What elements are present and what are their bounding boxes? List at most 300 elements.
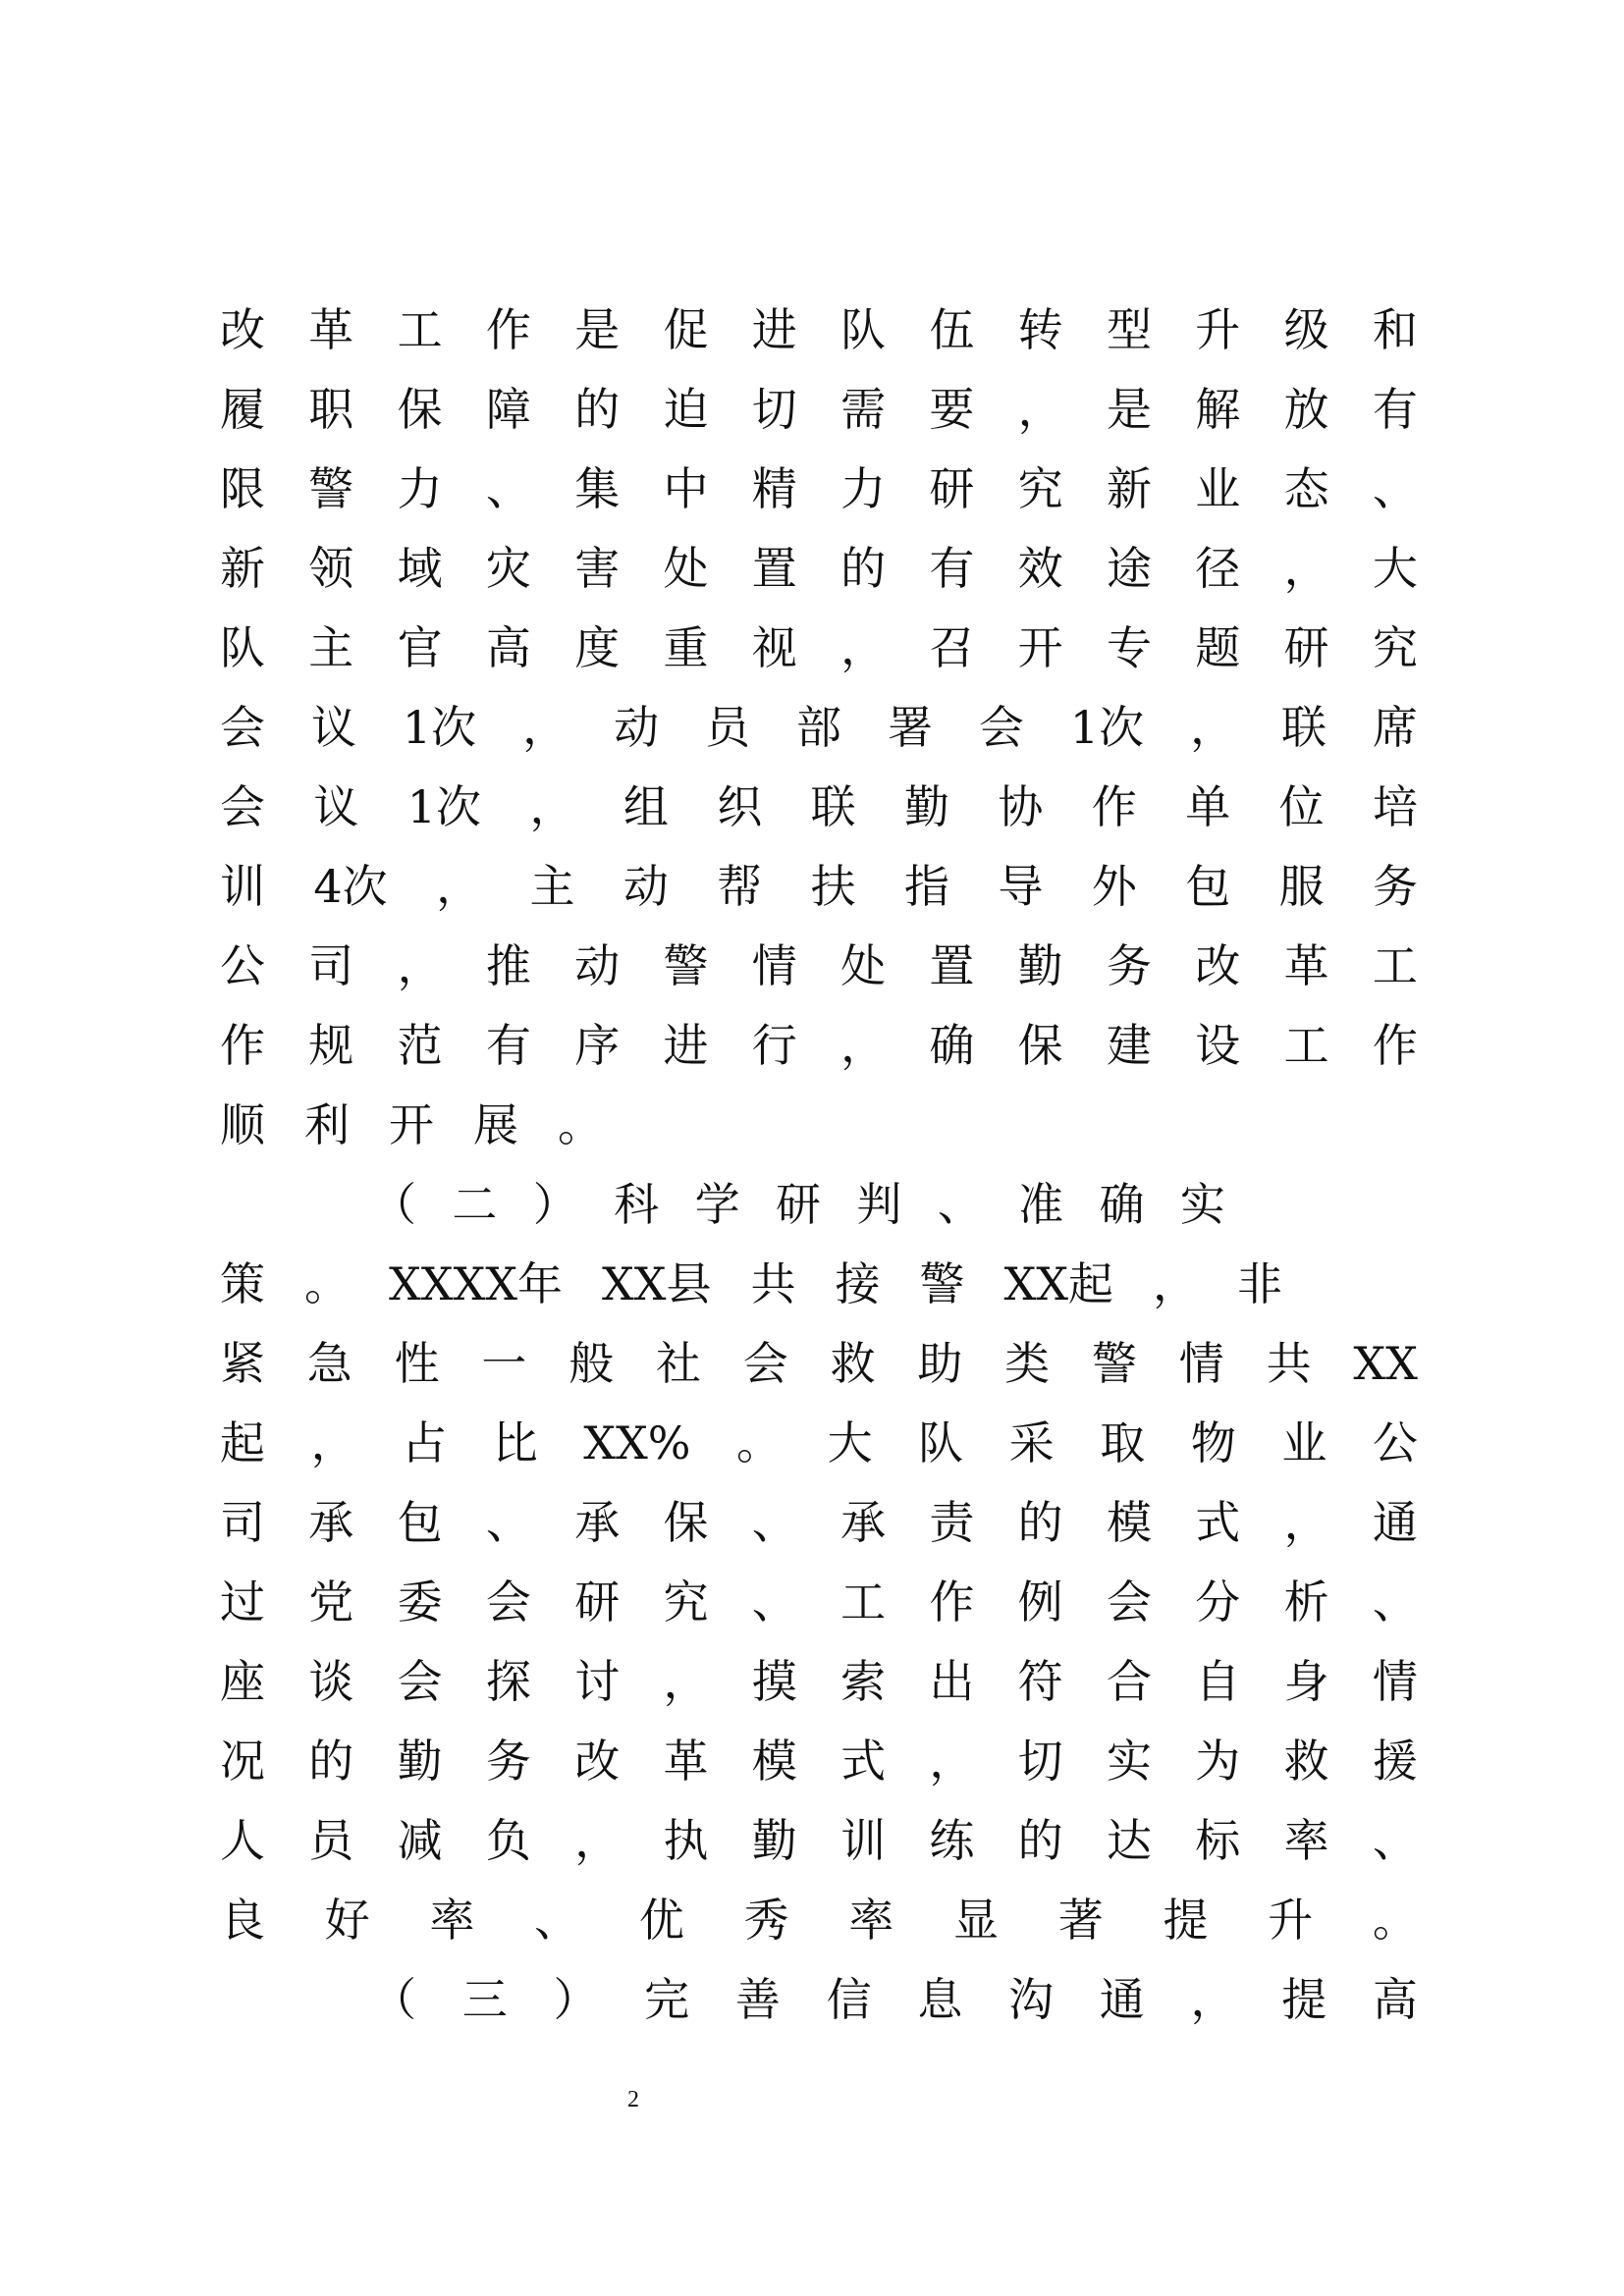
text-token: 取 [1100,1416,1146,1469]
text-token: 新 [220,542,265,595]
text-token: （ [371,1178,416,1231]
text-token: 率 [848,1894,894,1947]
text-token: ） [532,1178,578,1231]
text-token: 员 [308,1814,354,1867]
text-token: ， [1283,1496,1329,1549]
text-token: 效 [1017,542,1063,595]
text-token: 动 [574,939,621,992]
text-token: 顺 [220,1098,265,1151]
text-token: 援 [1372,1735,1418,1788]
text-token: 要 [929,383,975,436]
text-token: 讨 [574,1655,621,1708]
text-token: 员 [705,701,751,754]
text-token: 有 [1372,383,1418,436]
text-token: 大 [1372,542,1418,595]
text-token: 径 [1195,542,1241,595]
text-token: 途 [1106,542,1152,595]
text-token: 判 [856,1178,902,1231]
text-token: 标 [1195,1814,1241,1867]
text-token: 视 [751,621,797,674]
text-token: 起 [220,1416,265,1469]
text-token: 警 [1091,1337,1137,1390]
text-token: 开 [1017,621,1063,674]
text-token: 式 [1195,1496,1241,1549]
text-token: 务 [1106,939,1152,992]
text-token: 究 [1017,462,1063,515]
section-heading-line [220,1165,1225,1245]
text-token: 作 [1091,780,1137,833]
text-token: 序 [574,1019,621,1072]
text-token: 确 [1099,1178,1145,1231]
text-token: 准 [1018,1178,1064,1231]
text-token: 服 [1278,860,1325,913]
text-token: 位 [1278,780,1325,833]
text-token: 置 [929,939,975,992]
text-token: 类 [1004,1337,1051,1390]
text-token: ， [840,1019,887,1072]
text-token: 确 [929,1019,975,1072]
text-token: 型 [1106,303,1152,356]
text-token: 的 [308,1735,354,1788]
text-token: 良 [220,1894,265,1947]
text-token: 处 [663,542,709,595]
text-token: 是 [1106,383,1152,436]
text-line [220,529,1418,609]
text-token: 优 [638,1894,684,1947]
text-token: 障 [485,383,531,436]
text-token: 保 [663,1496,709,1549]
text-token: ， [522,701,568,754]
text-token: 一 [481,1337,527,1390]
text-token: 研 [574,1575,621,1629]
text-token: 自 [1195,1655,1241,1708]
text-token: 析 [1283,1575,1329,1629]
text-token: 会 [978,701,1024,754]
text-token: 单 [1185,780,1231,833]
text-token: 高 [1372,1973,1418,2026]
text-line [220,1722,1418,1801]
text-token: ， [663,1655,709,1708]
text-token: 会 [1106,1575,1152,1629]
text-token: 、 [751,1496,797,1549]
text-token: 般 [568,1337,615,1390]
text-token: 训 [840,1814,887,1867]
text-token: 公 [220,939,265,992]
text-token: 警 [308,462,354,515]
text-token: 究 [663,1575,709,1629]
page-number: 2 [627,2087,639,2112]
text-token: 非 [1237,1257,1282,1310]
text-token: 实 [1179,1178,1225,1231]
text-token: ， [310,1416,356,1469]
text-token: ， [1017,383,1063,436]
text-line [220,609,1418,688]
text-line [220,1006,1418,1086]
text-token: 作 [929,1575,975,1629]
text-token: 级 [1283,303,1329,356]
text-token: 性 [394,1337,440,1390]
text-line [220,291,1418,370]
text-token: 占 [402,1416,448,1469]
text-token: 队 [840,303,887,356]
text-line [220,1086,1418,1165]
text-token: 职 [308,383,354,436]
text-token: 秀 [743,1894,789,1947]
text-token: 促 [663,303,709,356]
text-token: 态 [1283,462,1329,515]
text-token: 例 [1017,1575,1063,1629]
text-token: 学 [694,1178,740,1231]
text-token: 包 [1185,860,1231,913]
text-token: 显 [953,1894,1000,1947]
text-token: 扶 [810,860,856,913]
text-token: 放 [1283,383,1329,436]
text-token: ， [529,780,575,833]
text-token: 范 [397,1019,443,1072]
text-line [220,927,1418,1006]
text-token: 协 [998,780,1044,833]
text-token: 、 [485,1496,531,1549]
text-token: 的 [1017,1496,1063,1549]
text-token: 信 [826,1973,872,2026]
text-token: 转 [1017,303,1063,356]
document-body [220,291,1418,2040]
text-token: ， [436,860,482,913]
text-token: XX县 [602,1257,712,1310]
text-token: 会 [485,1575,531,1629]
text-token: ） [553,1973,599,2026]
text-token: 利 [304,1098,350,1151]
text-token: 业 [1195,462,1241,515]
text-token: 摸 [751,1655,797,1708]
text-token: 接 [835,1257,881,1310]
text-token: 主 [308,621,354,674]
text-token: 工 [1372,939,1418,992]
text-token: 灾 [485,542,531,595]
text-token: 和 [1372,303,1418,356]
text-token: 开 [389,1098,434,1151]
text-token: 人 [220,1814,265,1867]
text-token: 4次 [313,860,388,913]
text-token: ， [1283,542,1329,595]
text-token: 情 [1178,1337,1224,1390]
text-token: 承 [574,1496,621,1549]
text-token: 作 [220,1019,265,1072]
text-token: 司 [220,1496,265,1549]
text-token: 、 [751,1575,797,1629]
text-token: 练 [929,1814,975,1867]
text-token: 工 [397,303,443,356]
text-token: 改 [574,1735,621,1788]
text-token: 改 [220,303,265,356]
text-token: 有 [485,1019,531,1072]
text-token: 害 [574,542,621,595]
text-token: 为 [1195,1735,1241,1788]
text-token: ， [574,1814,621,1867]
text-line [220,688,1418,768]
text-token: 推 [485,939,531,992]
text-token: 、 [937,1178,983,1231]
text-token: 情 [1372,1655,1418,1708]
text-token: XX% [583,1416,691,1469]
text-token: 度 [574,621,621,674]
text-token: 著 [1057,1894,1104,1947]
text-token: 革 [308,303,354,356]
text-token: 探 [485,1655,531,1708]
text-token: 培 [1372,780,1418,833]
text-token: 中 [663,462,709,515]
text-token: 席 [1373,701,1418,754]
text-token: 研 [929,462,975,515]
text-token: 革 [1283,939,1329,992]
text-token: 负 [485,1814,531,1867]
text-token: 组 [623,780,669,833]
text-token: 置 [751,542,797,595]
text-token: 指 [904,860,950,913]
text-token: 、 [534,1894,580,1947]
text-token: 通 [1099,1973,1145,2026]
text-token: 设 [1195,1019,1241,1072]
text-token: 执 [663,1814,709,1867]
text-token: 科 [614,1178,660,1231]
text-token: 共 [750,1257,796,1310]
text-token: ， [929,1735,975,1788]
text-token: 集 [574,462,621,515]
text-token: 有 [929,542,975,595]
text-token: 工 [840,1575,887,1629]
text-token: 解 [1195,383,1241,436]
text-token: 勤 [904,780,950,833]
text-token: 议 [310,701,356,754]
text-token: 规 [308,1019,354,1072]
text-token: 处 [840,939,887,992]
text-token: 急 [306,1337,352,1390]
text-token: （ [371,1973,416,2026]
text-token: 助 [917,1337,963,1390]
text-token: 司 [308,939,354,992]
text-token: 勤 [1017,939,1063,992]
text-token: 动 [614,701,660,754]
text-token: 务 [485,1735,531,1788]
text-token: 比 [492,1416,538,1469]
text-token: 。 [736,1416,783,1469]
text-token: 召 [929,621,975,674]
text-token: 式 [840,1735,887,1788]
text-token: 救 [830,1337,876,1390]
text-token: 部 [796,701,841,754]
text-token: 情 [751,939,797,992]
text-token: 1次 [406,780,482,833]
section-heading-line [220,1960,1418,2040]
text-token: 警 [663,939,709,992]
text-token: 索 [840,1655,887,1708]
text-line [220,847,1418,927]
text-token: 、 [1372,462,1418,515]
text-token: 迫 [663,383,709,436]
text-token: XX起 [1003,1257,1113,1310]
text-token: 作 [485,303,531,356]
text-token: 力 [840,462,887,515]
text-line [220,1245,1418,1324]
text-token: 织 [717,780,763,833]
text-token: 专 [1106,621,1152,674]
text-token: 务 [1372,860,1418,913]
text-token: 分 [1195,1575,1241,1629]
text-token: 符 [1017,1655,1063,1708]
text-token: 出 [929,1655,975,1708]
text-token: ， [397,939,443,992]
text-token: 动 [623,860,669,913]
text-token: 沟 [1008,1973,1055,2026]
text-token: 领 [308,542,354,595]
text-token: XXXX年 [389,1257,563,1310]
text-token: 是 [574,303,621,356]
text-token: 提 [1281,1973,1327,2026]
text-token: 采 [1008,1416,1055,1469]
text-line [220,1483,1418,1563]
text-token: 警 [919,1257,965,1310]
text-token: 身 [1283,1655,1329,1708]
text-token: 的 [1017,1814,1063,1867]
text-token: 进 [751,303,797,356]
text-token: 会 [742,1337,788,1390]
text-token: 提 [1163,1894,1209,1947]
text-token: 联 [810,780,856,833]
text-token: 。 [1372,1894,1418,1947]
text-token: 、 [1372,1814,1418,1867]
text-token: 队 [220,621,265,674]
text-token: 主 [529,860,575,913]
text-token: 伍 [929,303,975,356]
text-token: 队 [918,1416,964,1469]
text-token: 会 [397,1655,443,1708]
text-token: 限 [220,462,265,515]
text-token: 的 [840,542,887,595]
text-token: 实 [1106,1735,1152,1788]
text-token: 物 [1190,1416,1236,1469]
text-token: 署 [887,701,933,754]
text-token: 究 [1372,621,1418,674]
text-line [220,370,1418,450]
text-line [220,1801,1418,1881]
text-token: 力 [397,462,443,515]
text-line [220,1881,1418,1960]
text-token: 。 [304,1257,350,1310]
text-token: 完 [644,1973,690,2026]
text-token: 谈 [308,1655,354,1708]
text-token: 勤 [397,1735,443,1788]
text-token: 三 [461,1973,508,2026]
text-token: 会 [220,780,265,833]
text-token: 帮 [717,860,763,913]
text-token: 1次 [1069,701,1145,754]
text-token: 建 [1106,1019,1152,1072]
text-token: 展 [473,1098,518,1151]
text-token: 改 [1195,939,1241,992]
text-token: 过 [220,1575,265,1629]
text-token: 履 [220,383,265,436]
text-token: 进 [663,1019,709,1072]
text-token: 议 [313,780,359,833]
text-token: 包 [397,1496,443,1549]
text-token: 紧 [220,1337,265,1390]
text-token: 承 [840,1496,887,1549]
text-token: 行 [751,1019,797,1072]
text-token: 合 [1106,1655,1152,1708]
text-token: 共 [1266,1337,1312,1390]
text-token: 域 [397,542,443,595]
text-token: 责 [929,1496,975,1549]
text-token: 救 [1283,1735,1329,1788]
text-token: 、 [485,462,531,515]
text-line [220,1563,1418,1642]
text-token: 达 [1106,1814,1152,1867]
text-token: 。 [558,1098,603,1151]
text-token: 好 [324,1894,370,1947]
text-token: 大 [827,1416,873,1469]
text-token: 座 [220,1655,265,1708]
text-token: 官 [397,621,443,674]
text-token: 联 [1281,701,1327,754]
text-token: 通 [1372,1496,1418,1549]
text-token: 需 [840,383,887,436]
text-token: 重 [663,621,709,674]
text-token: 外 [1091,860,1137,913]
text-token: 委 [397,1575,443,1629]
text-token: 况 [220,1735,265,1788]
text-token: 训 [220,860,265,913]
text-token: 精 [751,462,797,515]
text-token: 导 [998,860,1044,913]
text-token: 公 [1372,1416,1418,1469]
text-token: 模 [751,1735,797,1788]
text-token: 新 [1106,462,1152,515]
text-token: 升 [1268,1894,1314,1947]
text-token: 的 [574,383,621,436]
text-token: 升 [1195,303,1241,356]
text-line [220,1642,1418,1722]
text-token: 保 [397,383,443,436]
text-token: 保 [1017,1019,1063,1072]
text-token: 勤 [751,1814,797,1867]
text-token: ， [840,621,887,674]
text-token: 率 [1283,1814,1329,1867]
text-token: 二 [452,1178,498,1231]
text-token: 率 [429,1894,475,1947]
text-line [220,450,1418,529]
text-token: 切 [751,383,797,436]
text-token: 高 [485,621,531,674]
text-token: 题 [1195,621,1241,674]
text-token: ， [1190,1973,1236,2026]
text-token: 社 [655,1337,701,1390]
text-token: 工 [1283,1019,1329,1072]
text-token: 策 [220,1257,265,1310]
text-token: 减 [397,1814,443,1867]
text-token: ， [1190,701,1236,754]
text-line [220,768,1418,847]
text-line [220,1324,1418,1404]
text-token: 作 [1372,1019,1418,1072]
text-token: 会 [220,701,265,754]
text-token: 、 [1372,1575,1418,1629]
text-token: 研 [775,1178,821,1231]
text-token: 党 [308,1575,354,1629]
text-token: XX [1353,1337,1418,1390]
text-token: 革 [663,1735,709,1788]
text-token: 研 [1283,621,1329,674]
text-token: 切 [1017,1735,1063,1788]
